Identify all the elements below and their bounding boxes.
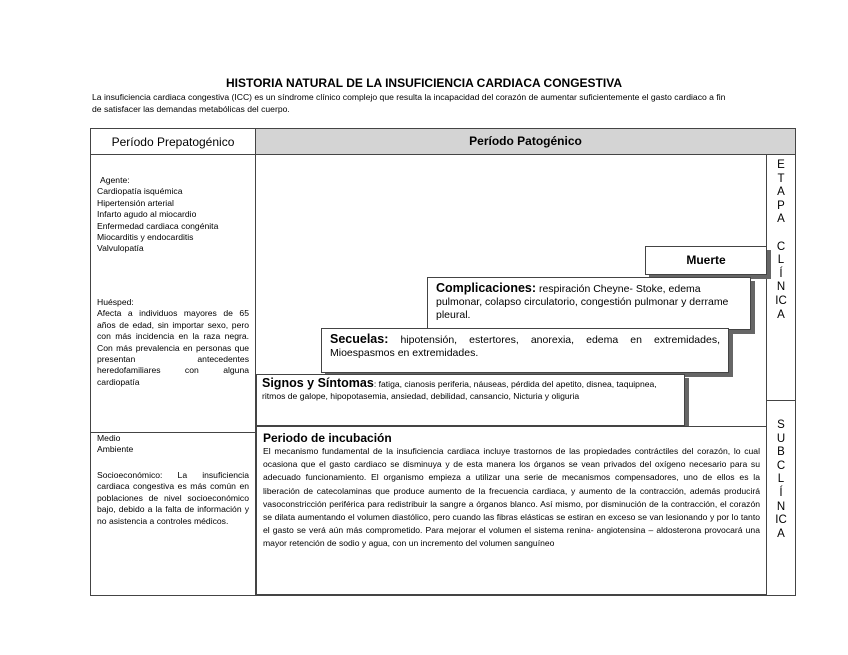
incubacion-box	[256, 426, 766, 595]
stage-letter	[767, 227, 795, 241]
muerte-label: Muerte	[686, 253, 726, 267]
stage-letter: A	[777, 186, 785, 199]
agente-label: Agente:	[100, 175, 130, 185]
stage-letter: IC	[775, 514, 787, 527]
stage-letter: B	[777, 446, 785, 459]
stage-letter: N	[776, 500, 786, 513]
socio-text: La insuficiencia cardiaca congestiva es más común en poblaciones de nivel socioeconómico bajo, debido a la falta de información y no asistencia a controles médicos.	[97, 470, 250, 526]
medio-label: Medio	[97, 433, 121, 443]
stage-letter: C	[776, 459, 786, 472]
agente-item: Hipertensión arterial	[97, 197, 174, 208]
stage-row-divider	[766, 400, 795, 401]
stage-letter: E	[777, 159, 785, 171]
signos-label: Signos y Síntomas	[262, 376, 374, 390]
stage-letter: C	[776, 240, 786, 253]
stage-letter: T	[777, 172, 785, 185]
secuelas-text: hipotensión, estertores, anorexia, edema en extremidades, Mioespasmos en extremidades.	[330, 334, 720, 359]
stage-letter: N	[776, 281, 786, 294]
etapa-subclinica-label	[767, 419, 795, 541]
agente-item: Enfermedad cardiaca congénita	[97, 220, 219, 231]
incubacion-label: Periodo de incubación	[263, 431, 392, 445]
secuelas-label: Secuelas:	[330, 332, 389, 346]
stage-letter: L	[777, 254, 785, 267]
huesped-section	[97, 297, 249, 388]
complicaciones-label: Complicaciones:	[436, 281, 537, 295]
incubacion-text: El mecanismo fundamental de la insuficiencia cardiaca incluye trastornos de las propiedades contráctiles del corazón, lo cual ocasiona que el gasto cardiaco se disminuya y de esta manera los órganos se vean privados del oxígeno necesario para su adecuado funcionamiento. El organismo empieza a utilizar una serie de mecanismos compensadores, uno de ellos es la liberación de catecolaminas que produce aumento de la frecuencia cardiaca, y aumento de la contracción, además producirá vasoconstricción periférica para redistribuir la sangre a órganos blanco. Así mismo, por disminución de la contracción, el corazón se dilata aumentando el volumen diastólico, pero cuando las fibras elásticas se estiran en exceso se van lesionando y por lo tanto el gasto se verá aún más comprometido. Para mejorar el volumen el sistema renina- angiotensina – aldosterona provocará una mayor retención de sodio y agua, con un incremento del volumen sanguíneo	[263, 446, 760, 549]
agente-item: Valvulopatía	[97, 243, 144, 254]
header-divider	[91, 154, 795, 155]
intro-paragraph: La insuficiencia cardiaca congestiva (ICC) es un síndrome clínico complejo que resulta la incapacidad del corazón de aumentar suficientemente el gasto cardiaco a fin de satisfacer las demandas metabólicas del cuerpo.	[92, 92, 726, 114]
ambiente-label: Ambiente	[97, 444, 134, 455]
muerte-box	[645, 246, 767, 275]
stage-letter: A	[777, 527, 785, 540]
agente-item: Miocarditis y endocarditis	[97, 232, 194, 243]
medio-section	[97, 433, 249, 456]
prepatogenic-header: Período Prepatogénico	[111, 135, 235, 149]
huesped-text: Afecta a individuos mayores de 65 años de edad, sin importar sexo, pero con más incidencia en la raza negra. Con más prevalencia en personas que presentan antecedentes heredofamiliares con alguna cardiopatía	[97, 308, 249, 387]
secuelas-box	[321, 328, 729, 373]
complicaciones-box	[427, 277, 751, 330]
stage-letter: L	[777, 473, 785, 486]
signos-box	[256, 374, 685, 426]
etapa-clinica-label	[767, 159, 795, 322]
patogenic-header: Período Patogénico	[256, 129, 795, 154]
signos-text: : fatiga, cianosis periferia, náuseas, pérdida del apetito, disnea, taquipnea, ritmos de galope, hipopotasemia, ansiedad, debilidad, cansancio, Nicturia y oliguria	[262, 379, 657, 401]
stage-letter: Í	[779, 267, 783, 280]
agente-item: Cardiopatía isquémica	[97, 186, 183, 197]
document-title: HISTORIA NATURAL DE LA INSUFICIENCIA CARDIACA CONGESTIVA	[225, 76, 622, 90]
stage-letter: A	[777, 308, 785, 321]
stage-letter: Í	[779, 486, 783, 499]
stage-letter: S	[777, 419, 785, 431]
stage-letter: A	[777, 213, 785, 226]
agente-section	[97, 175, 249, 255]
socio-label: Socioeconómico:	[97, 470, 163, 480]
socio-section	[97, 470, 249, 527]
complicaciones-text: respiración Cheyne- Stoke, edema pulmonar, colapso circulatorio, congestión pulmonar y derrame pleural.	[436, 283, 729, 321]
stage-letter: P	[777, 199, 785, 212]
stage-letter: IC	[775, 294, 787, 307]
agente-item: Infarto agudo al miocardio	[97, 209, 197, 220]
stage-letter: U	[776, 432, 786, 445]
huesped-label: Huésped:	[97, 297, 134, 307]
